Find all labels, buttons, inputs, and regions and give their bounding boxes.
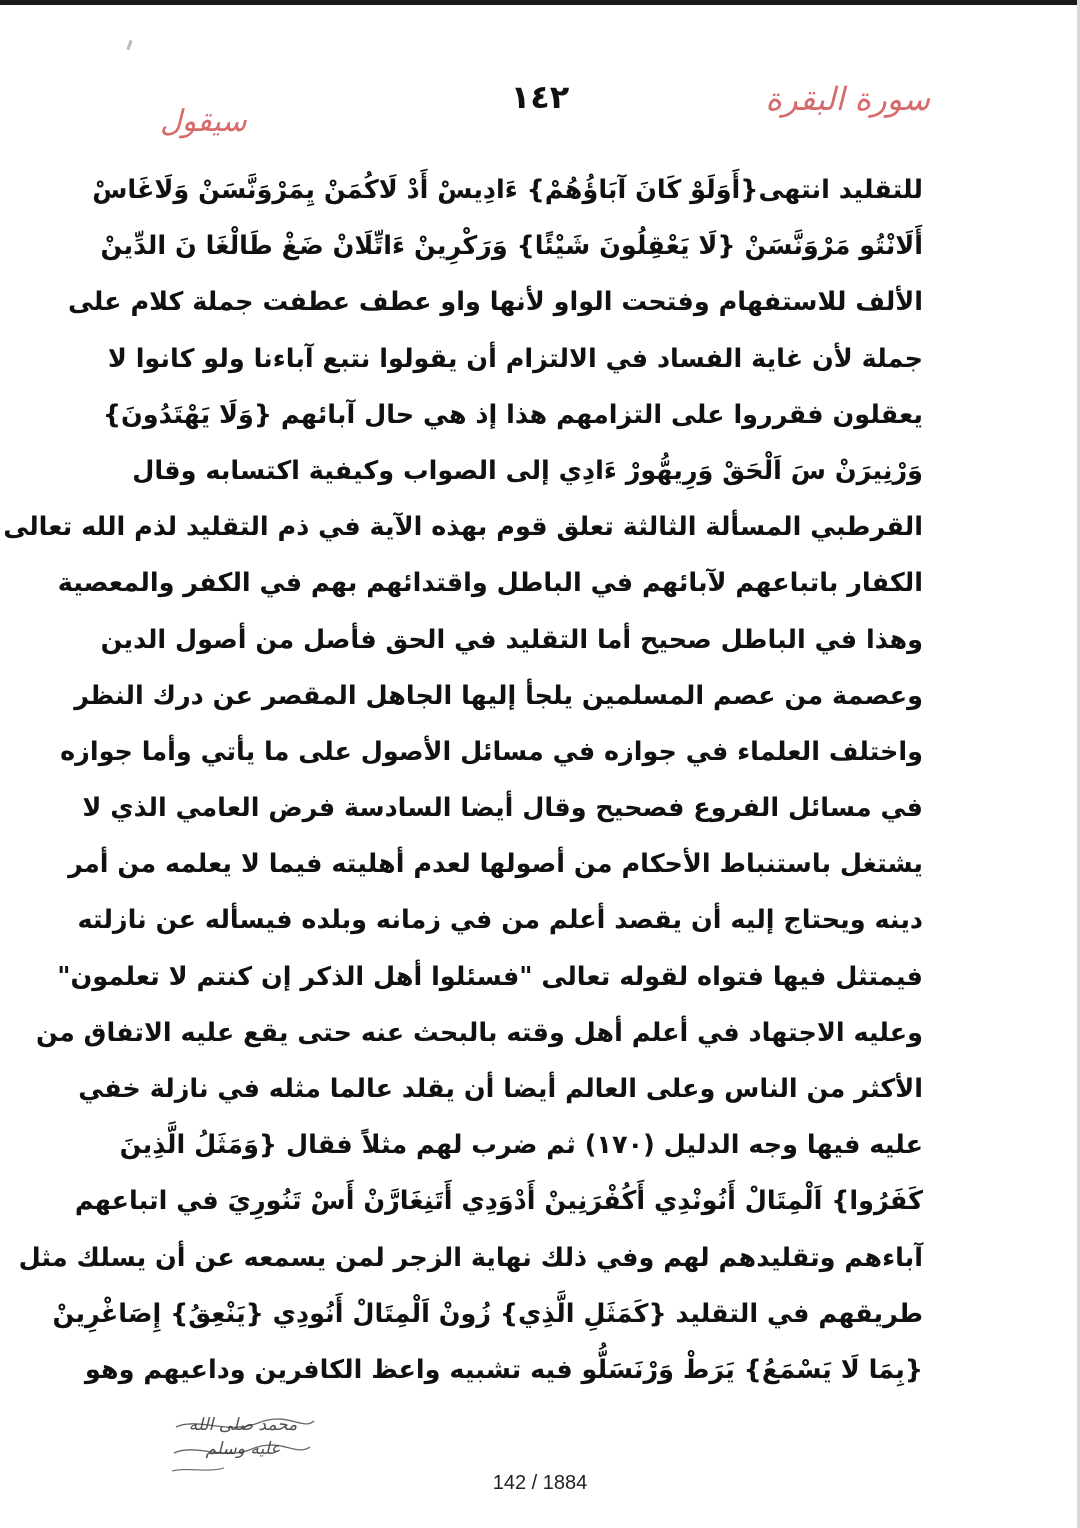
text-line: فيمتثل فيها فتواه لقوله تعالى "فسئلوا أهل الذكر إن كنتم لا تعلمون" bbox=[57, 961, 923, 992]
handwritten-signature bbox=[168, 1413, 318, 1475]
juz-name-annotation: سيقول bbox=[160, 104, 247, 139]
signature-text bbox=[168, 1413, 318, 1461]
surah-name-annotation: سورة البقرة bbox=[765, 80, 930, 118]
text-line: الكفار باتباعهم لآبائهم في الباطل واقتدائهم بهم في الكفر والمعصية bbox=[57, 568, 923, 599]
text-line: يشتغل باستنباط الأحكام من أصولها لعدم أهليته فيما لا يعلمه من أمر bbox=[68, 849, 923, 880]
text-line: واختلف العلماء في جوازه في مسائل الأصول على ما يأتي وأما جوازه bbox=[60, 736, 923, 767]
pencil-mark bbox=[126, 40, 132, 50]
text-line: دينه ويحتاج إليه أن يقصد أعلم من في زمانه وبلده فيسأله عن نازلته bbox=[77, 905, 923, 936]
text-line: للتقليد انتهى{أَوَلَوْ كَانَ آبَاؤُهُمْ} ءَادِيسْ أَدْ لَاكُمَنْ يِمَرْوَنَّسَنْ وَلَاغَاسْ bbox=[92, 175, 923, 205]
text-line: الأكثر من الناس وعلى العالم أيضا أن يقلد عالما مثله في نازلة خفي bbox=[78, 1074, 923, 1104]
page-number: ١٤٢ bbox=[510, 78, 570, 116]
signature-line-1: محمد صلى الله bbox=[188, 1415, 298, 1435]
pdf-page-counter: 142 / 1884 bbox=[492, 1472, 588, 1494]
text-line: أَلَانْتُو مَرْوَنَّسَنْ {لَا يَعْقِلُونَ شَيْئًا} وَرَكْرِينْ ءَاتِّلَانْ ضَغْ طَالْغَا نَ الدِّينْ bbox=[100, 231, 923, 262]
text-line: {بِمَا لَا يَسْمَعُ} يَرَطْ وَرْنَسَلُّو فيه تشبيه واعظ الكافرين وداعيهم وهو bbox=[84, 1354, 923, 1385]
text-line: القرطبي المسألة الثالثة تعلق قوم بهذه الآية في ذم التقليد لذم الله تعالى bbox=[3, 512, 923, 543]
text-line: عليه فيها وجه الدليل (١٧٠) ثم ضرب لهم مثلاً فقال {وَمَثَلُ الَّذِينَ bbox=[119, 1130, 923, 1161]
text-line: جملة لأن غاية الفساد في الالتزام أن يقولوا نتبع آباءنا ولو كانوا لا bbox=[107, 343, 923, 374]
text-line: يعقلون فقرروا على التزامهم هذا إذ هي حال آبائهم {وَلَا يَهْتَدُونَ} bbox=[102, 399, 923, 430]
text-line: كَفَرُوا} اَلْمِتَالْ أَنُونْدِي أَكُفْرَنِينْ أَدْوَدِي أَتَنِغَارَّنْ أَسْ تَنُورِيَ في اتباعهم bbox=[74, 1186, 923, 1217]
text-line: وَرْنِيرَنْ سَ اَلْحَقْ وَرِيهُّورْ ءَادِي إلى الصواب وكيفية اكتسابه وقال bbox=[132, 455, 923, 486]
text-line: وعليه الاجتهاد في أعلم أهل وقته بالبحث عنه حتى يقع عليه الاتفاق من bbox=[36, 1017, 923, 1048]
text-line: آباءهم وتقليدهم لهم وفي ذلك نهاية الزجر لمن يسمعه عن أن يسلك مثل bbox=[18, 1242, 923, 1273]
text-line: في مسائل الفروع فصحيح وقال أيضا السادسة فرض العامي الذي لا bbox=[82, 793, 923, 824]
text-line: طريقهم في التقليد {كَمَثَلِ الَّذِي} زُونْ اَلْمِتَالْ أَنُودِي {يَنْعِقُ} إِصَاغْرِينْ bbox=[52, 1298, 923, 1329]
text-line: وعصمة من عصم المسلمين يلجأ إليها الجاهل المقصر عن درك النظر bbox=[74, 680, 923, 711]
scan-top-border bbox=[0, 0, 1080, 5]
page-body-text bbox=[3, 162, 923, 1398]
text-line: الألف للاستفهام وفتحت الواو لأنها واو عطف عطفت جملة كلام على bbox=[67, 287, 923, 318]
text-line: وهذا في الباطل صحيح أما التقليد في الحق فأصل من أصول الدين bbox=[100, 624, 923, 655]
signature-line-2: عليه وسلم bbox=[205, 1439, 281, 1459]
